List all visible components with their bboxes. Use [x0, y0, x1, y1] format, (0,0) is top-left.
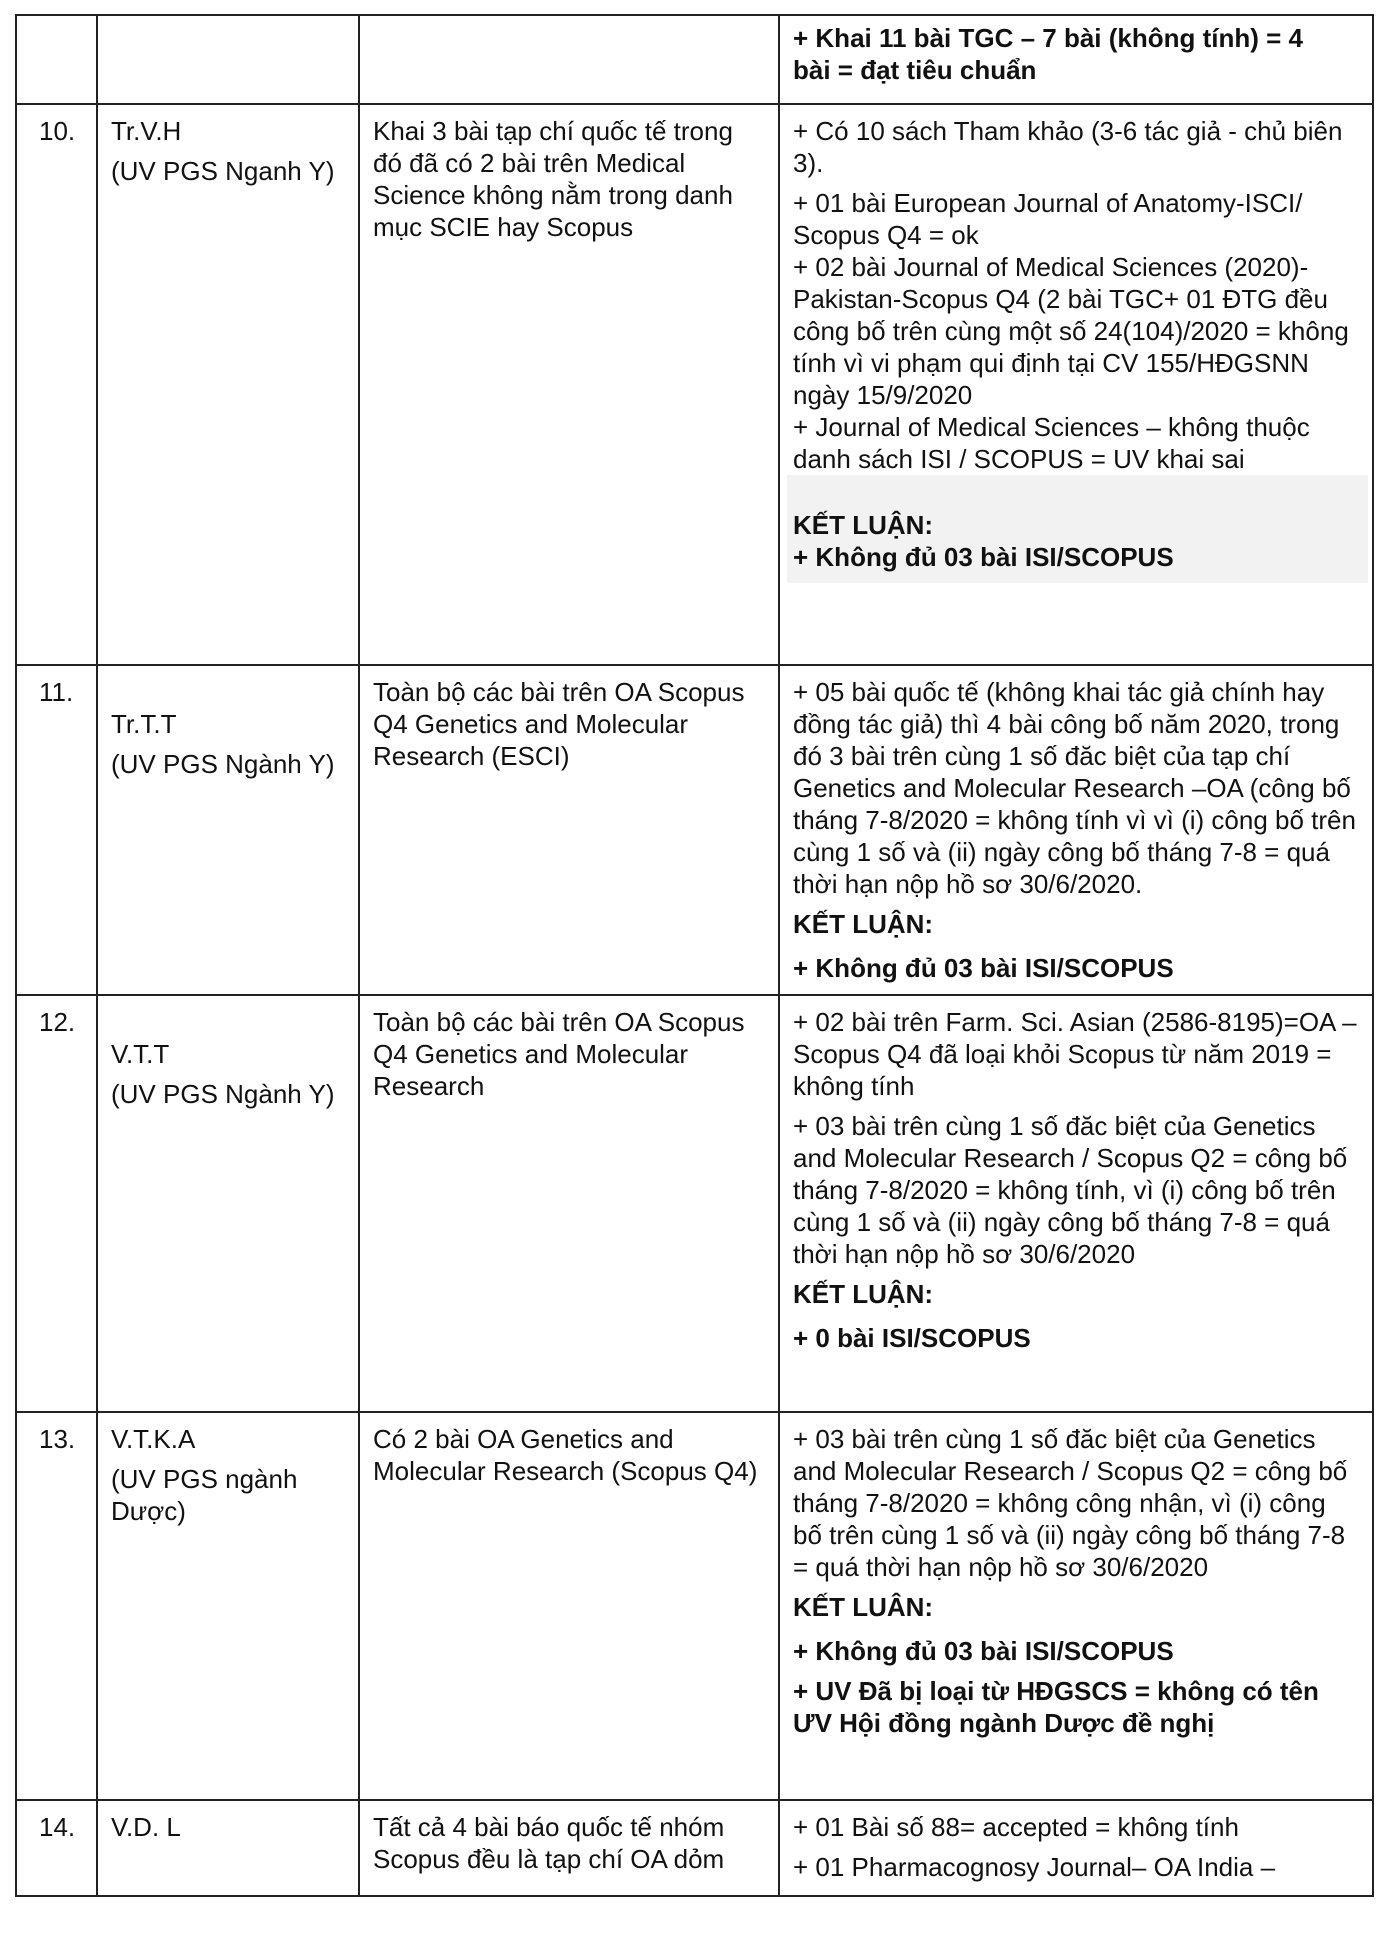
name-cell [97, 1412, 359, 1800]
candidate-role: (UV PGS ngành Dược) [111, 1464, 298, 1526]
candidate-role: (UV PGS Ngành Y) [111, 1079, 335, 1109]
assessment-text: + 02 bài Journal of Medical Sciences (2020)-Pakistan-Scopus Q4 (2 bài TGC+ 01 ĐTG đều công bố trên cùng một số 24(104)/2020 = không tính vì vi phạm qui định tại CV 155/HĐGSNN ngày 15/9/2020 [793, 252, 1349, 410]
claim-cell: Khai 3 bài tạp chí quốc tế trong đó đã có 2 bài trên Medical Science không nằm trong danh mục SCIE hay Scopus [359, 104, 779, 665]
table-row [16, 665, 1373, 995]
conclusion-text: + Không đủ 03 bài ISI/SCOPUS [793, 542, 1174, 572]
table-row [16, 15, 1373, 104]
assessment-cell [779, 1800, 1373, 1896]
table-row [16, 104, 1373, 665]
conclusion-text: + 0 bài ISI/SCOPUS [793, 1323, 1031, 1353]
assessment-text: + Journal of Medical Sciences – không thuộc danh sách ISI / SCOPUS = UV khai sai [793, 412, 1310, 474]
name-cell [97, 995, 359, 1412]
conclusion-label: KẾT LUÂN: [793, 1592, 934, 1622]
assessment-text: + 01 Bài số 88= accepted = không tính [793, 1812, 1239, 1842]
row-number: 10. [16, 104, 97, 665]
assessment-cell [779, 1412, 1373, 1800]
name-cell [97, 1800, 359, 1896]
assessment-text: + 01 bài European Journal of Anatomy-ISCI/ Scopus Q4 = ok [793, 188, 1303, 250]
candidate-name: V.T.K.A [111, 1424, 196, 1454]
assessment-cell [779, 104, 1373, 665]
conclusion-text: + UV Đã bị loại từ HĐGSCS = không có tên ƯV Hội đồng ngành Dược đề nghị [793, 1676, 1319, 1738]
table-row [16, 995, 1373, 1412]
assessment-text: + 03 bài trên cùng 1 số đăc biệt của Genetics and Molecular Research / Scopus Q2 = công bố tháng 7-8/2020 = không tính, vì (i) công bố trên cùng 1 số và (ii) ngày công bố tháng 7-8 = quá thời hạn nộp hồ sơ 30/6/2020 [793, 1111, 1348, 1269]
conclusion-text: + Không đủ 03 bài ISI/SCOPUS [793, 1636, 1174, 1666]
claim-cell: Có 2 bài OA Genetics and Molecular Research (Scopus Q4) [359, 1412, 779, 1800]
candidate-role: (UV PGS Nganh Y) [111, 156, 335, 186]
assessment-cell [779, 665, 1373, 995]
claim-cell: Toàn bộ các bài trên OA Scopus Q4 Genetics and Molecular Research [359, 995, 779, 1412]
claim-cell [359, 15, 779, 104]
claim-cell: Toàn bộ các bài trên OA Scopus Q4 Genetics and Molecular Research (ESCI) [359, 665, 779, 995]
conclusion-label: KẾT LUẬN: [793, 909, 934, 939]
assessment-text: + 01 Pharmacognosy Journal– OA India – [793, 1852, 1276, 1882]
conclusion-label: KẾT LUẬN: [793, 1279, 934, 1309]
candidate-name: V.D. L [111, 1812, 181, 1842]
row-number: 13. [16, 1412, 97, 1800]
assessment-cell [779, 15, 1373, 104]
conclusion-text: + Không đủ 03 bài ISI/SCOPUS [793, 953, 1174, 983]
name-cell [97, 104, 359, 665]
candidate-name: V.T.T [111, 1039, 170, 1069]
assessment-text: + 05 bài quốc tế (không khai tác giả chính hay đồng tác giả) thì 4 bài công bố năm 2020, trong đó 3 bài trên cùng 1 số đăc biệt của tạp chí Genetics and Molecular Research –OA (công bố tháng 7-8/2020 = không tính vì vì (i) công bố trên cùng 1 số và (ii) ngày công bố tháng 7-8 = quá thời hạn nộp hồ sơ 30/6/2020. [793, 677, 1356, 899]
name-cell [97, 15, 359, 104]
candidate-name: Tr.V.H [111, 116, 182, 146]
table-row [16, 1800, 1373, 1896]
conclusion-label: KẾT LUẬN: [793, 510, 934, 540]
assessment-cell [779, 995, 1373, 1412]
candidate-name: Tr.T.T [111, 709, 177, 739]
num-cell [16, 15, 97, 104]
row-number: 12. [16, 995, 97, 1412]
assessment-text: + 03 bài trên cùng 1 số đăc biệt của Genetics and Molecular Research / Scopus Q2 = công bố tháng 7-8/2020 = không công nhận, vì (i) công bố trên cùng 1 số và (ii) ngày công bố tháng 7-8 = quá thời hạn nộp hồ sơ 30/6/2020 [793, 1424, 1348, 1582]
row-number: 14. [16, 1800, 97, 1896]
claim-cell: Tất cả 4 bài báo quốc tế nhóm Scopus đều là tạp chí OA dỏm [359, 1800, 779, 1896]
assessment-text: + Có 10 sách Tham khảo (3-6 tác giả - chủ biên 3). [793, 116, 1343, 178]
conclusion-line: + Khai 11 bài TGC – 7 bài (không tính) = 4 [793, 23, 1303, 53]
review-table [15, 14, 1374, 1897]
row-number: 11. [16, 665, 97, 995]
assessment-text: + 02 bài trên Farm. Sci. Asian (2586-8195)=OA – Scopus Q4 đã loại khỏi Scopus từ năm 2019 = không tính [793, 1007, 1357, 1101]
table-row [16, 1412, 1373, 1800]
conclusion-block [787, 475, 1368, 583]
name-cell [97, 665, 359, 995]
conclusion-line: bài = đạt tiêu chuẩn [793, 55, 1037, 85]
candidate-role: (UV PGS Ngành Y) [111, 749, 335, 779]
